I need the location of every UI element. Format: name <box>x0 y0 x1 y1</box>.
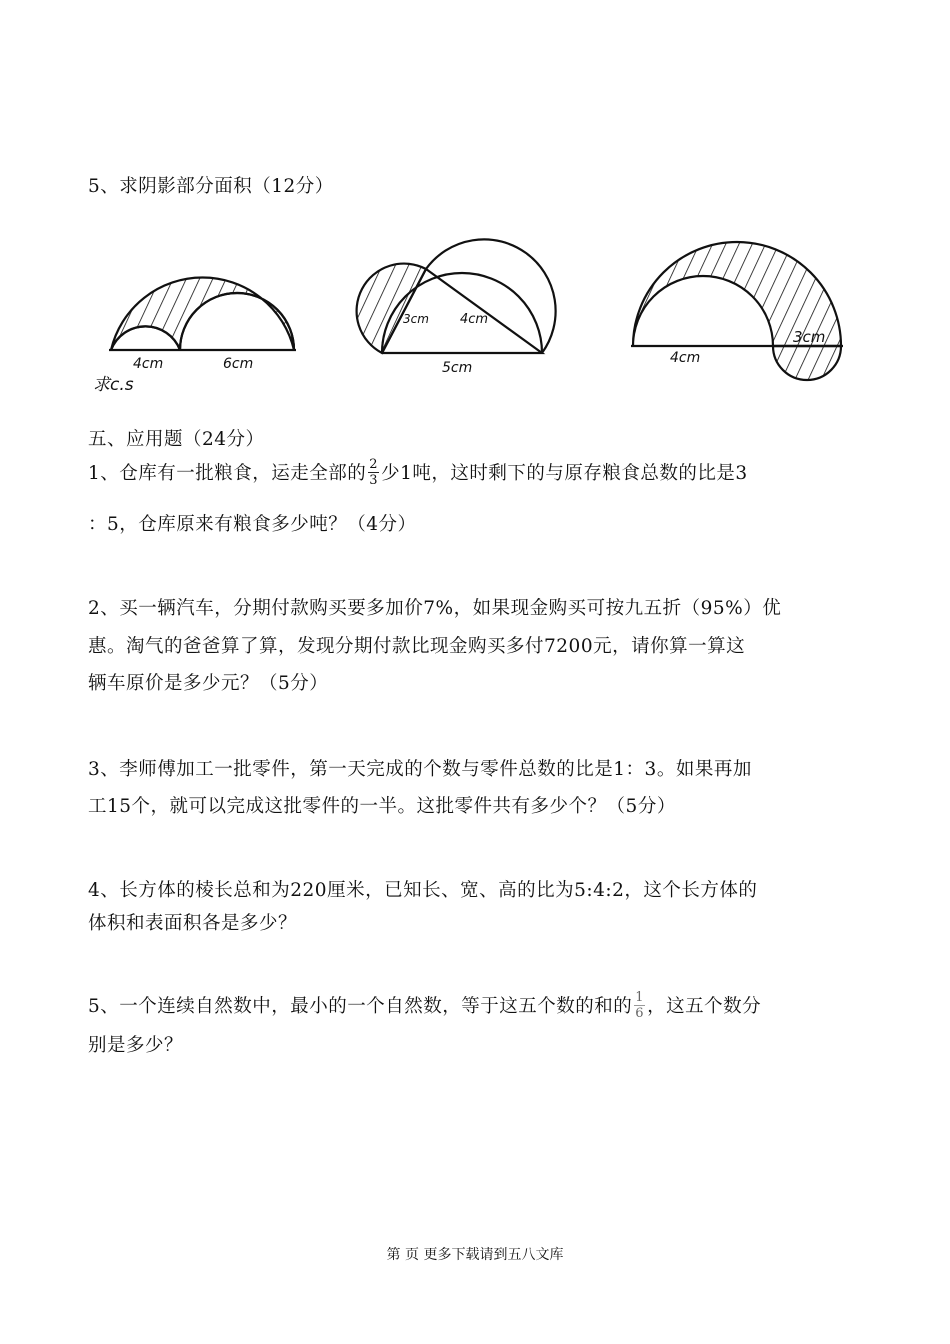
figure-1-semicircles <box>93 225 305 405</box>
q3-line1: 3、李师傅加工一批零件，第一天完成的个数与零件总数的比是1：3。如果再加 <box>88 759 752 780</box>
q5-line1-b: ，这五个数分 <box>647 996 762 1017</box>
q4-line2: 体积和表面积各是多少？ <box>88 913 298 934</box>
fig1-note: 求c.s <box>93 375 134 395</box>
q1-frac-den: 3 <box>369 472 379 488</box>
q3-line2: 工15个，就可以完成这批零件的一半。这批零件共有多少个？（5分） <box>88 796 676 817</box>
fig2-label-5cm: 5cm <box>442 360 473 376</box>
q2-line3: 辆车原价是多少元？（5分） <box>88 673 329 694</box>
fig2-left-shaded <box>357 264 426 353</box>
q1-frac-num: 2 <box>369 456 379 472</box>
q5-fraction <box>634 990 645 1021</box>
q1-fraction <box>368 457 379 488</box>
q4-line1: 4、长方体的棱长总和为220厘米，已知长、宽、高的比为5:4:2，这个长方体的 <box>88 880 758 901</box>
q5-line1-a: 5、一个连续自然数中，最小的一个自然数，等于这五个数的和的 <box>88 996 633 1017</box>
q1-line2: ：5，仓库原来有粮食多少吨？（4分） <box>88 514 417 535</box>
q1-line1 <box>88 455 888 493</box>
q1-line1-a: 1、仓库有一批粮食，运走全部的 <box>88 463 367 484</box>
figure-3-ring <box>625 232 855 402</box>
q1-line1-b: 少1吨，这时剩下的与原存粮食总数的比是3 <box>381 463 748 484</box>
q5-area-title: 5、求阴影部分面积（12分） <box>88 176 334 197</box>
q5-line2: 别是多少？ <box>88 1035 184 1056</box>
fig2-label-3cm: 3cm <box>403 312 429 326</box>
fig3-label-4cm: 4cm <box>670 350 701 366</box>
fig2-label-4cm: 4cm <box>460 312 489 327</box>
fig1-label-6cm: 6cm <box>223 356 254 372</box>
q5-frac-num: 1 <box>635 989 645 1005</box>
fig1-label-4cm: 4cm <box>133 356 164 372</box>
figure-2-triangle-semicircles <box>360 255 560 385</box>
q5-line1 <box>88 988 888 1026</box>
fig2-right-shaded <box>426 239 556 353</box>
page-footer: 第 页 更多下载请到五八文库 <box>386 1247 564 1263</box>
fig3-small-semicircle <box>773 346 841 380</box>
fig1-shaded-region <box>111 278 294 350</box>
section5-title: 五、应用题（24分） <box>88 429 265 450</box>
q5-frac-den: 6 <box>635 1005 645 1021</box>
q2-line1: 2、买一辆汽车，分期付款购买要多加价7%，如果现金购买可按九五折（95%）优 <box>88 598 782 619</box>
q2-line2: 惠。淘气的爸爸算了算，发现分期付款比现金购买多付7200元，请你算一算这 <box>88 636 746 657</box>
fig3-label-3cm: 3cm <box>793 328 826 346</box>
